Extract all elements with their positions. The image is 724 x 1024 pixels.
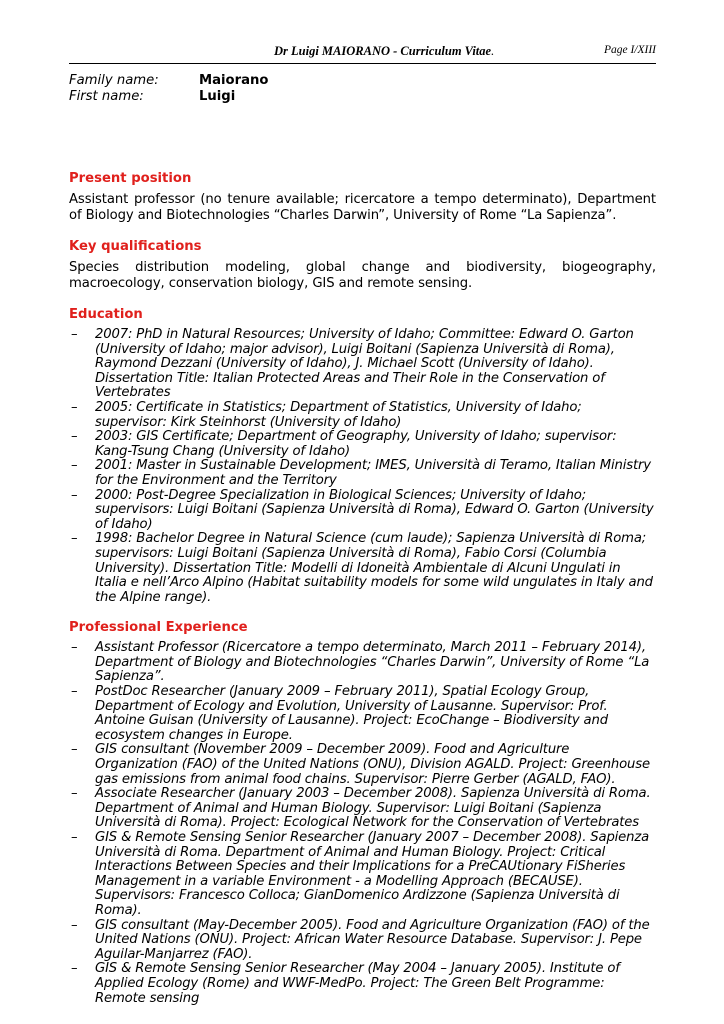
bullet-dash: – xyxy=(71,429,78,445)
experience-item: – GIS consultant (May-December 2005). Food and Agriculture Organization (FAO) of the United Nations (ONU). Project: African Water Resource Database. Supervisor: J. Pepe Aguilar-Manjarrez (FAO). xyxy=(71,917,650,962)
bullet-dash: – xyxy=(71,742,78,758)
bullet-dash: – xyxy=(71,458,78,474)
bullet-dash: – xyxy=(71,786,78,802)
education-item: – 1998: Bachelor Degree in Natural Science (cum laude); Sapienza Università di Roma; supervisors: Luigi Boitani (Sapienza Università di Roma), Fabio Corsi (Columbia University). Dissertation Title: Modelli di Idoneità Ambientale di Alcuni Ungulati in Italia e nell’Arco Alpino (Habitat suitability models for some wild ungulates in Italy and the Alpine range). xyxy=(71,531,653,605)
bullet-dash: – xyxy=(71,327,78,342)
header-title: Dr Luigi MAIORANO - Curriculum Vitae. xyxy=(274,44,495,58)
page-header xyxy=(69,43,656,64)
family-name-value: Maiorano xyxy=(199,73,269,88)
key-qualifications-text: Species distribution modeling, global change and biodiversity, biogeography, macroecology, conservation biology, GIS and remote sensing. xyxy=(69,260,656,291)
experience-list xyxy=(69,641,656,1006)
bullet-dash: – xyxy=(71,399,78,415)
education-item: – 2000: Post-Degree Specialization in Biological Sciences; University of Idaho; supervisors: Luigi Boitani (Sapienza Università di Roma), Edward O. Garton (University of Idaho) xyxy=(71,487,654,532)
experience-item: – Assistant Professor (Ricercatore a tempo determinato, March 2011 – February 2014), Department of Biology and Biotechnologies “Charles Darwin”, University of Rome “La Sapienza”. xyxy=(71,640,650,685)
bullet-dash: – xyxy=(71,531,78,547)
experience-item: – Associate Researcher (January 2003 – December 2008). Sapienza Università di Roma. Department of Animal and Human Biology. Supervisor: Luigi Boitani (Sapienza Università di Roma). Project: Ecological Network for the Conservation of Vertebrates xyxy=(71,786,651,831)
education-item: – 2003: GIS Certificate; Department of Geography, University of Idaho; supervisor: Kang-Tsung Chang (University of Idaho) xyxy=(71,429,617,459)
experience-item: – PostDoc Researcher (January 2009 – February 2011), Spatial Ecology Group, Department of Ecology and Evolution, University of Lausanne. Supervisor: Prof. Antoine Guisan (University of Lausanne). Project: EcoChange – Biodiversity and ecosystem changes in Europe. xyxy=(71,684,608,743)
family-name-label: Family name: xyxy=(69,73,159,88)
bullet-dash: – xyxy=(71,684,78,700)
first-name-label: First name: xyxy=(69,89,144,104)
first-name-value: Luigi xyxy=(199,89,236,104)
cv-content xyxy=(69,73,656,1006)
bullet-dash: – xyxy=(71,917,78,933)
bullet-dash: – xyxy=(71,640,78,656)
present-position-text: Assistant professor (no tenure available; ricercatore a tempo determinato), Department of Biology and Biotechnologies “Charles Darwin”, University of Rome “La Sapienza”. xyxy=(69,192,656,223)
education-list xyxy=(69,328,656,605)
bullet-dash: – xyxy=(71,830,78,845)
education-heading: Education xyxy=(69,307,143,322)
experience-item: – GIS consultant (November 2009 – December 2009). Food and Agriculture Organization (FAO) of the United Nations (ONU), Division AGALD. Project: Greenhouse gas emissions from animal food chains. Supervisor: Pierre Gerber (AGALD, FAO). xyxy=(71,742,650,787)
page-number: Page I/XIII xyxy=(603,44,656,56)
present-position-heading: Present position xyxy=(69,171,192,186)
experience-item: – GIS & Remote Sensing Senior Researcher (May 2004 – January 2005). Institute of Applied Ecology (Rome) and WWF-MedPo. Project: The Green Belt Programme: Remote sensing xyxy=(71,961,620,1006)
key-qualifications-heading: Key qualifications xyxy=(69,239,202,254)
first-name-row xyxy=(69,89,656,105)
professional-experience-heading: Professional Experience xyxy=(69,620,248,636)
education-item: – 2001: Master in Sustainable Development; IMES, Università di Teramo, Italian Ministry for the Environment and the Territory xyxy=(71,458,651,488)
bullet-dash: – xyxy=(71,487,78,503)
experience-item: – GIS & Remote Sensing Senior Researcher (January 2007 – December 2008). Sapienza Università di Roma. Department of Animal and Human Biology. Project: Critical Interactions Between Species and their Implications for a PreCAUtionary FiSheries Management in a variable Environment - a Modelling Approach (BECAUSE). Supervisors: Francesco Colloca; GianDomenico Ardizzone (Sapienza Università di Roma). xyxy=(71,830,650,918)
family-name-row xyxy=(69,73,656,89)
education-item: – 2005: Certificate in Statistics; Department of Statistics, University of Idaho; supervisor: Kirk Steinhorst (University of Idaho) xyxy=(71,399,582,430)
education-item: – 2007: PhD in Natural Resources; University of Idaho; Committee: Edward O. Garton (University of Idaho; major advisor), Luigi Boitani (Sapienza Università di Roma), Raymond Dezzani (University of Idaho), J. Michael Scott (University of Idaho). Dissertation Title: Italian Protected Areas and Their Role in the Conservation of Vertebrates xyxy=(71,327,634,401)
bullet-dash: – xyxy=(71,961,78,977)
